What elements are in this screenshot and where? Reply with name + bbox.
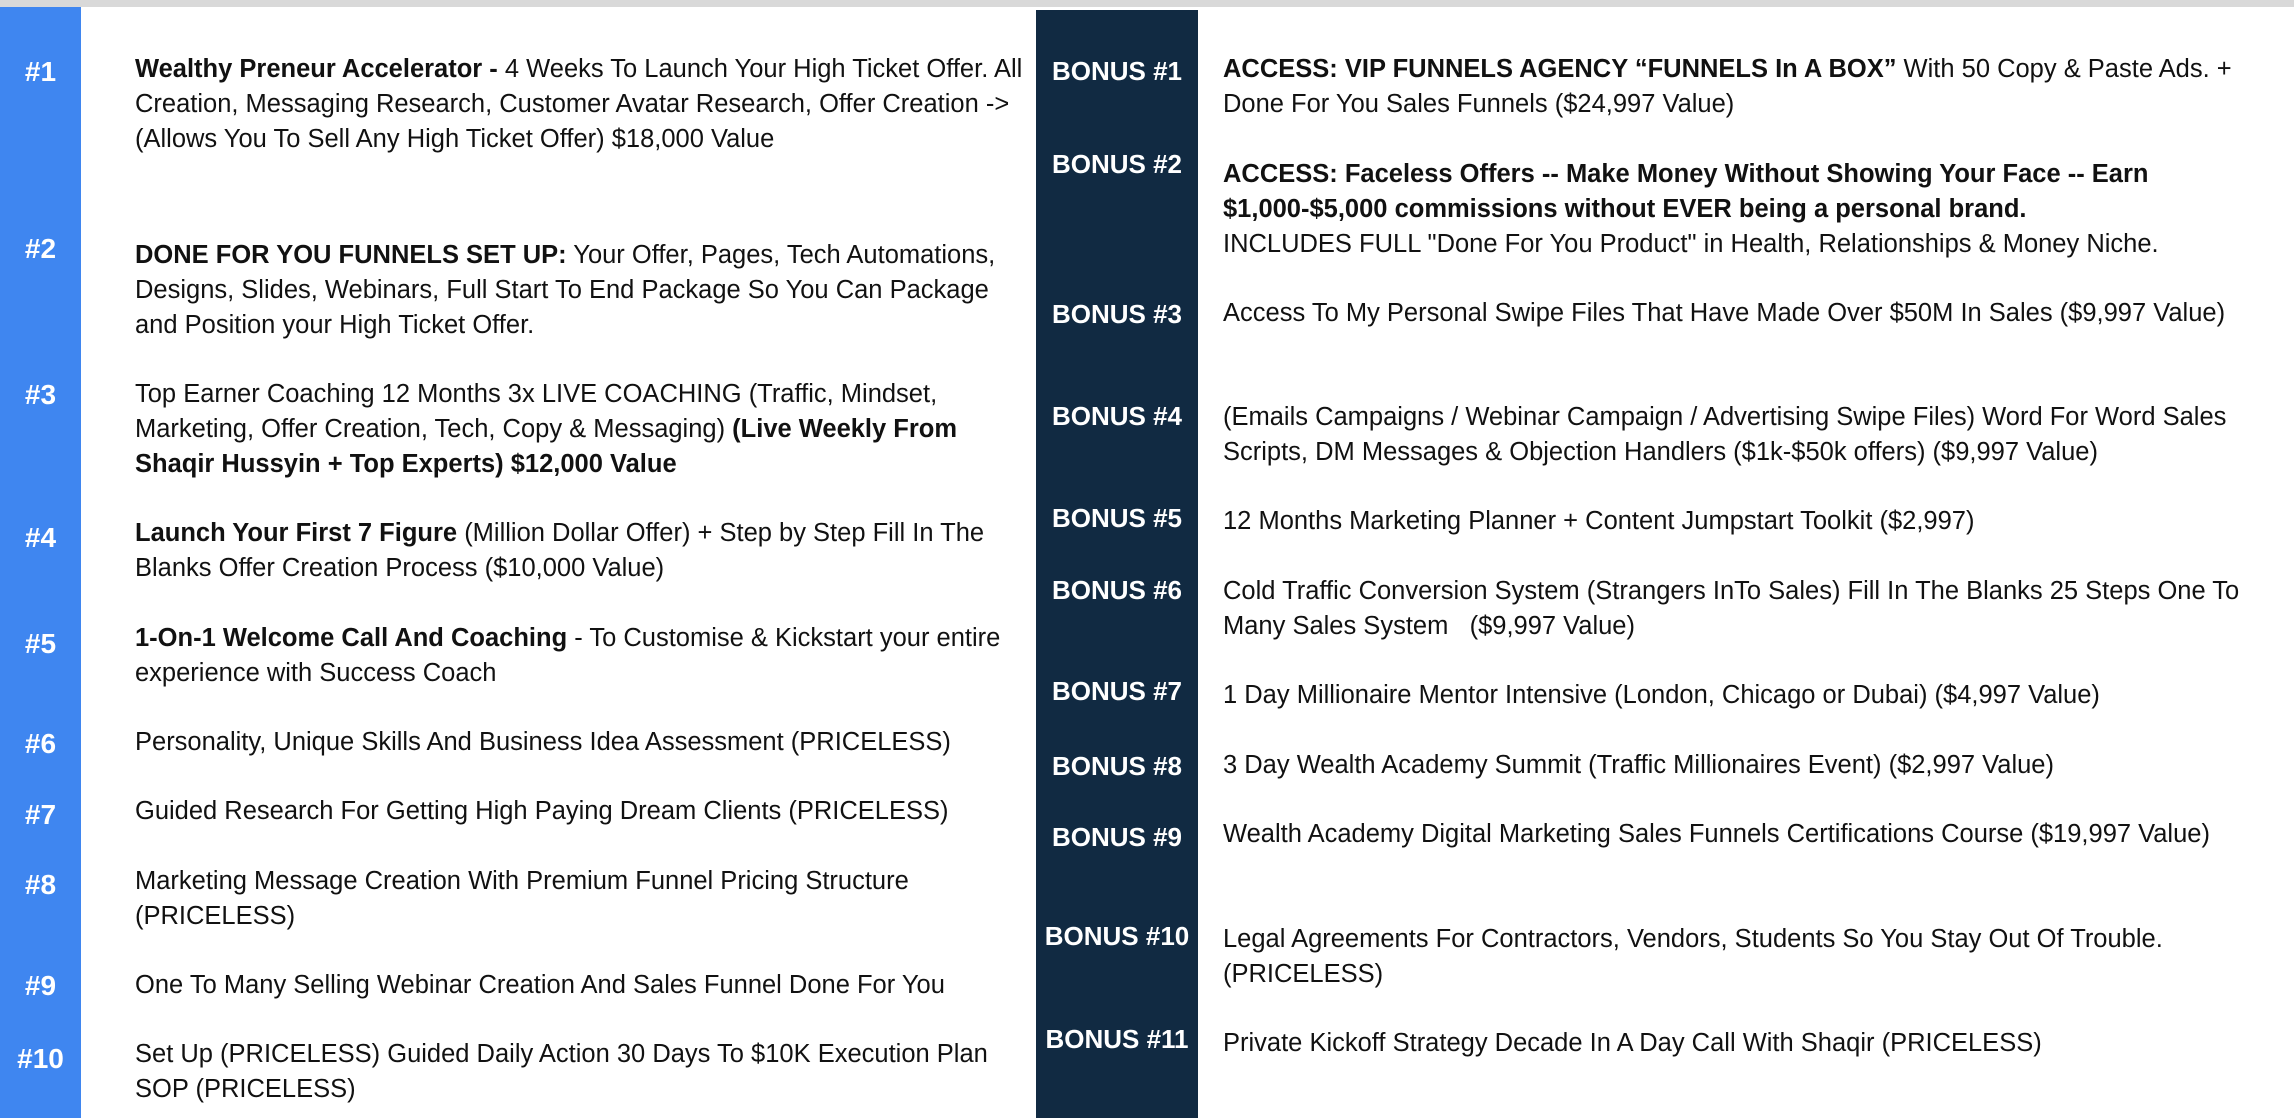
item-9-text: One To Many Selling Webinar Creation And Sales Funnel Done For You [135, 971, 945, 999]
bonus-7-text: 1 Day Millionaire Mentor Intensive (London, Chicago or Dubai) ($4,997 Value) [1223, 681, 2100, 709]
bonus-1-text: With 50 Copy & Paste Ads. + Done For You Sales Funnels ($24,997 Value) [1223, 55, 2232, 118]
item-8 [135, 864, 1025, 934]
top-divider [0, 0, 2294, 7]
item-number-10: #10 [17, 1043, 64, 1074]
item-1-text: 4 Weeks To Launch Your High Ticket Offer. All Creation, Messaging Research, Customer Avatar Research, Offer Creation -> (Allows You To Sell Any High Ticket Offer) $18,000 Value [135, 55, 1023, 153]
item-number-2: #2 [24, 233, 57, 264]
bonus-label-8: BONUS #8 [1051, 751, 1183, 781]
item-number-8: #8 [24, 869, 57, 900]
item-5 [135, 621, 1025, 691]
bonus-7 [1223, 678, 2285, 713]
item-8-text: Marketing Message Creation With Premium Funnel Pricing Structure (PRICELESS) [135, 867, 909, 930]
bonus-label-5: BONUS #5 [1051, 503, 1183, 533]
bonus-4 [1223, 400, 2285, 470]
item-7 [135, 794, 1025, 829]
bonus-4-text: (Emails Campaigns / Webinar Campaign / Advertising Swipe Files) Word For Word Sales Scripts, DM Messages & Objection Handlers ($1k-$50k offers) ($9,997 Value) [1223, 403, 2227, 466]
bonus-label-10: BONUS #10 [1044, 921, 1190, 951]
item-number-3: #3 [24, 379, 57, 410]
bonus-label-3: BONUS #3 [1051, 299, 1183, 329]
bonus-11-text: Private Kickoff Strategy Decade In A Day Call With Shaqir (PRICELESS) [1223, 1029, 2042, 1057]
item-number-column [0, 7, 81, 1118]
item-1-title: Wealthy Preneur Accelerator - [135, 55, 498, 83]
item-2 [135, 238, 1025, 343]
bonus-5-text: 12 Months Marketing Planner + Content Jumpstart Toolkit ($2,997) [1223, 507, 1975, 535]
item-2-text: Your Offer, Pages, Tech Automations, Designs, Slides, Webinars, Full Start To End Package So You Can Package and Position your High Ticket Offer. [135, 241, 996, 339]
item-number-1: #1 [24, 56, 57, 87]
item-number-4: #4 [24, 522, 57, 553]
item-10 [135, 1037, 1025, 1107]
bonus-2-title: ACCESS: Faceless Offers -- Make Money Without Showing Your Face -- Earn $1,000-$5,000 commissions without EVER being a personal brand. [1223, 160, 2149, 223]
item-5-title: 1-On-1 Welcome Call And Coaching [135, 624, 568, 652]
bonus-9 [1223, 817, 2285, 852]
bonus-9-text: Wealth Academy Digital Marketing Sales Funnels Certifications Course ($19,997 Value) [1223, 820, 2210, 848]
bonus-label-2: BONUS #2 [1051, 149, 1183, 179]
item-6 [135, 725, 1025, 760]
bonus-label-4: BONUS #4 [1051, 401, 1183, 431]
item-2-title: DONE FOR YOU FUNNELS SET UP: [135, 241, 567, 269]
bonus-label-1: BONUS #1 [1051, 56, 1183, 86]
bonus-5 [1223, 504, 2285, 539]
bonus-1-title: ACCESS: VIP FUNNELS AGENCY “FUNNELS In A BOX” [1223, 55, 1897, 83]
item-4-title: Launch Your First 7 Figure [135, 519, 458, 547]
item-5-text: - To Customise & Kickstart your entire experience with Success Coach [135, 624, 1001, 687]
bonus-6-text: Cold Traffic Conversion System (Strangers InTo Sales) Fill In The Blanks 25 Steps One To Many Sales System ($9,997 Value) [1223, 577, 2247, 640]
item-number-6: #6 [24, 728, 57, 759]
bonus-3 [1223, 296, 2285, 331]
bonus-label-7: BONUS #7 [1051, 676, 1183, 706]
item-4-text: (Million Dollar Offer) + Step by Step Fill In The Blanks Offer Creation Process ($10,000 Value) [135, 519, 985, 582]
bonus-11 [1223, 1026, 2285, 1061]
bonus-3-text: Access To My Personal Swipe Files That Have Made Over $50M In Sales ($9,997 Value) [1223, 299, 2226, 327]
item-number-5: #5 [24, 628, 57, 659]
item-number-7: #7 [24, 799, 57, 830]
item-7-text: Guided Research For Getting High Paying Dream Clients (PRICELESS) [135, 797, 949, 825]
bonus-8-text: 3 Day Wealth Academy Summit (Traffic Millionaires Event) ($2,997 Value) [1223, 751, 2054, 779]
bonus-10-text: Legal Agreements For Contractors, Vendors, Students So You Stay Out Of Trouble. (PRICELESS) [1223, 925, 2163, 988]
bonus-1 [1223, 52, 2285, 122]
item-3-highlight: (Live Weekly From Shaqir Hussyin + Top Experts) $12,000 Value [135, 415, 958, 478]
bonus-label-11: BONUS #11 [1045, 1024, 1189, 1054]
bonus-2-text: INCLUDES FULL "Done For You Product" in Health, Relationships & Money Niche. [1223, 230, 2159, 258]
bonus-8 [1223, 748, 2285, 783]
bonus-2 [1223, 157, 2285, 262]
item-number-9: #9 [24, 970, 57, 1001]
bonus-6 [1223, 574, 2285, 644]
item-10-text: Set Up (PRICELESS) Guided Daily Action 30 Days To $10K Execution Plan SOP (PRICELESS) [135, 1040, 988, 1103]
item-1 [135, 52, 1025, 157]
item-9 [135, 968, 1025, 1003]
item-6-text: Personality, Unique Skills And Business Idea Assessment (PRICELESS) [135, 728, 951, 756]
bonus-10 [1223, 922, 2285, 992]
item-4 [135, 516, 1025, 586]
bonus-label-9: BONUS #9 [1051, 822, 1183, 852]
bonus-label-6: BONUS #6 [1051, 575, 1183, 605]
item-3-text: Top Earner Coaching 12 Months 3x LIVE COACHING (Traffic, Mindset, Marketing, Offer Creation, Tech, Copy & Messaging) [135, 380, 938, 443]
item-3 [135, 377, 1025, 482]
